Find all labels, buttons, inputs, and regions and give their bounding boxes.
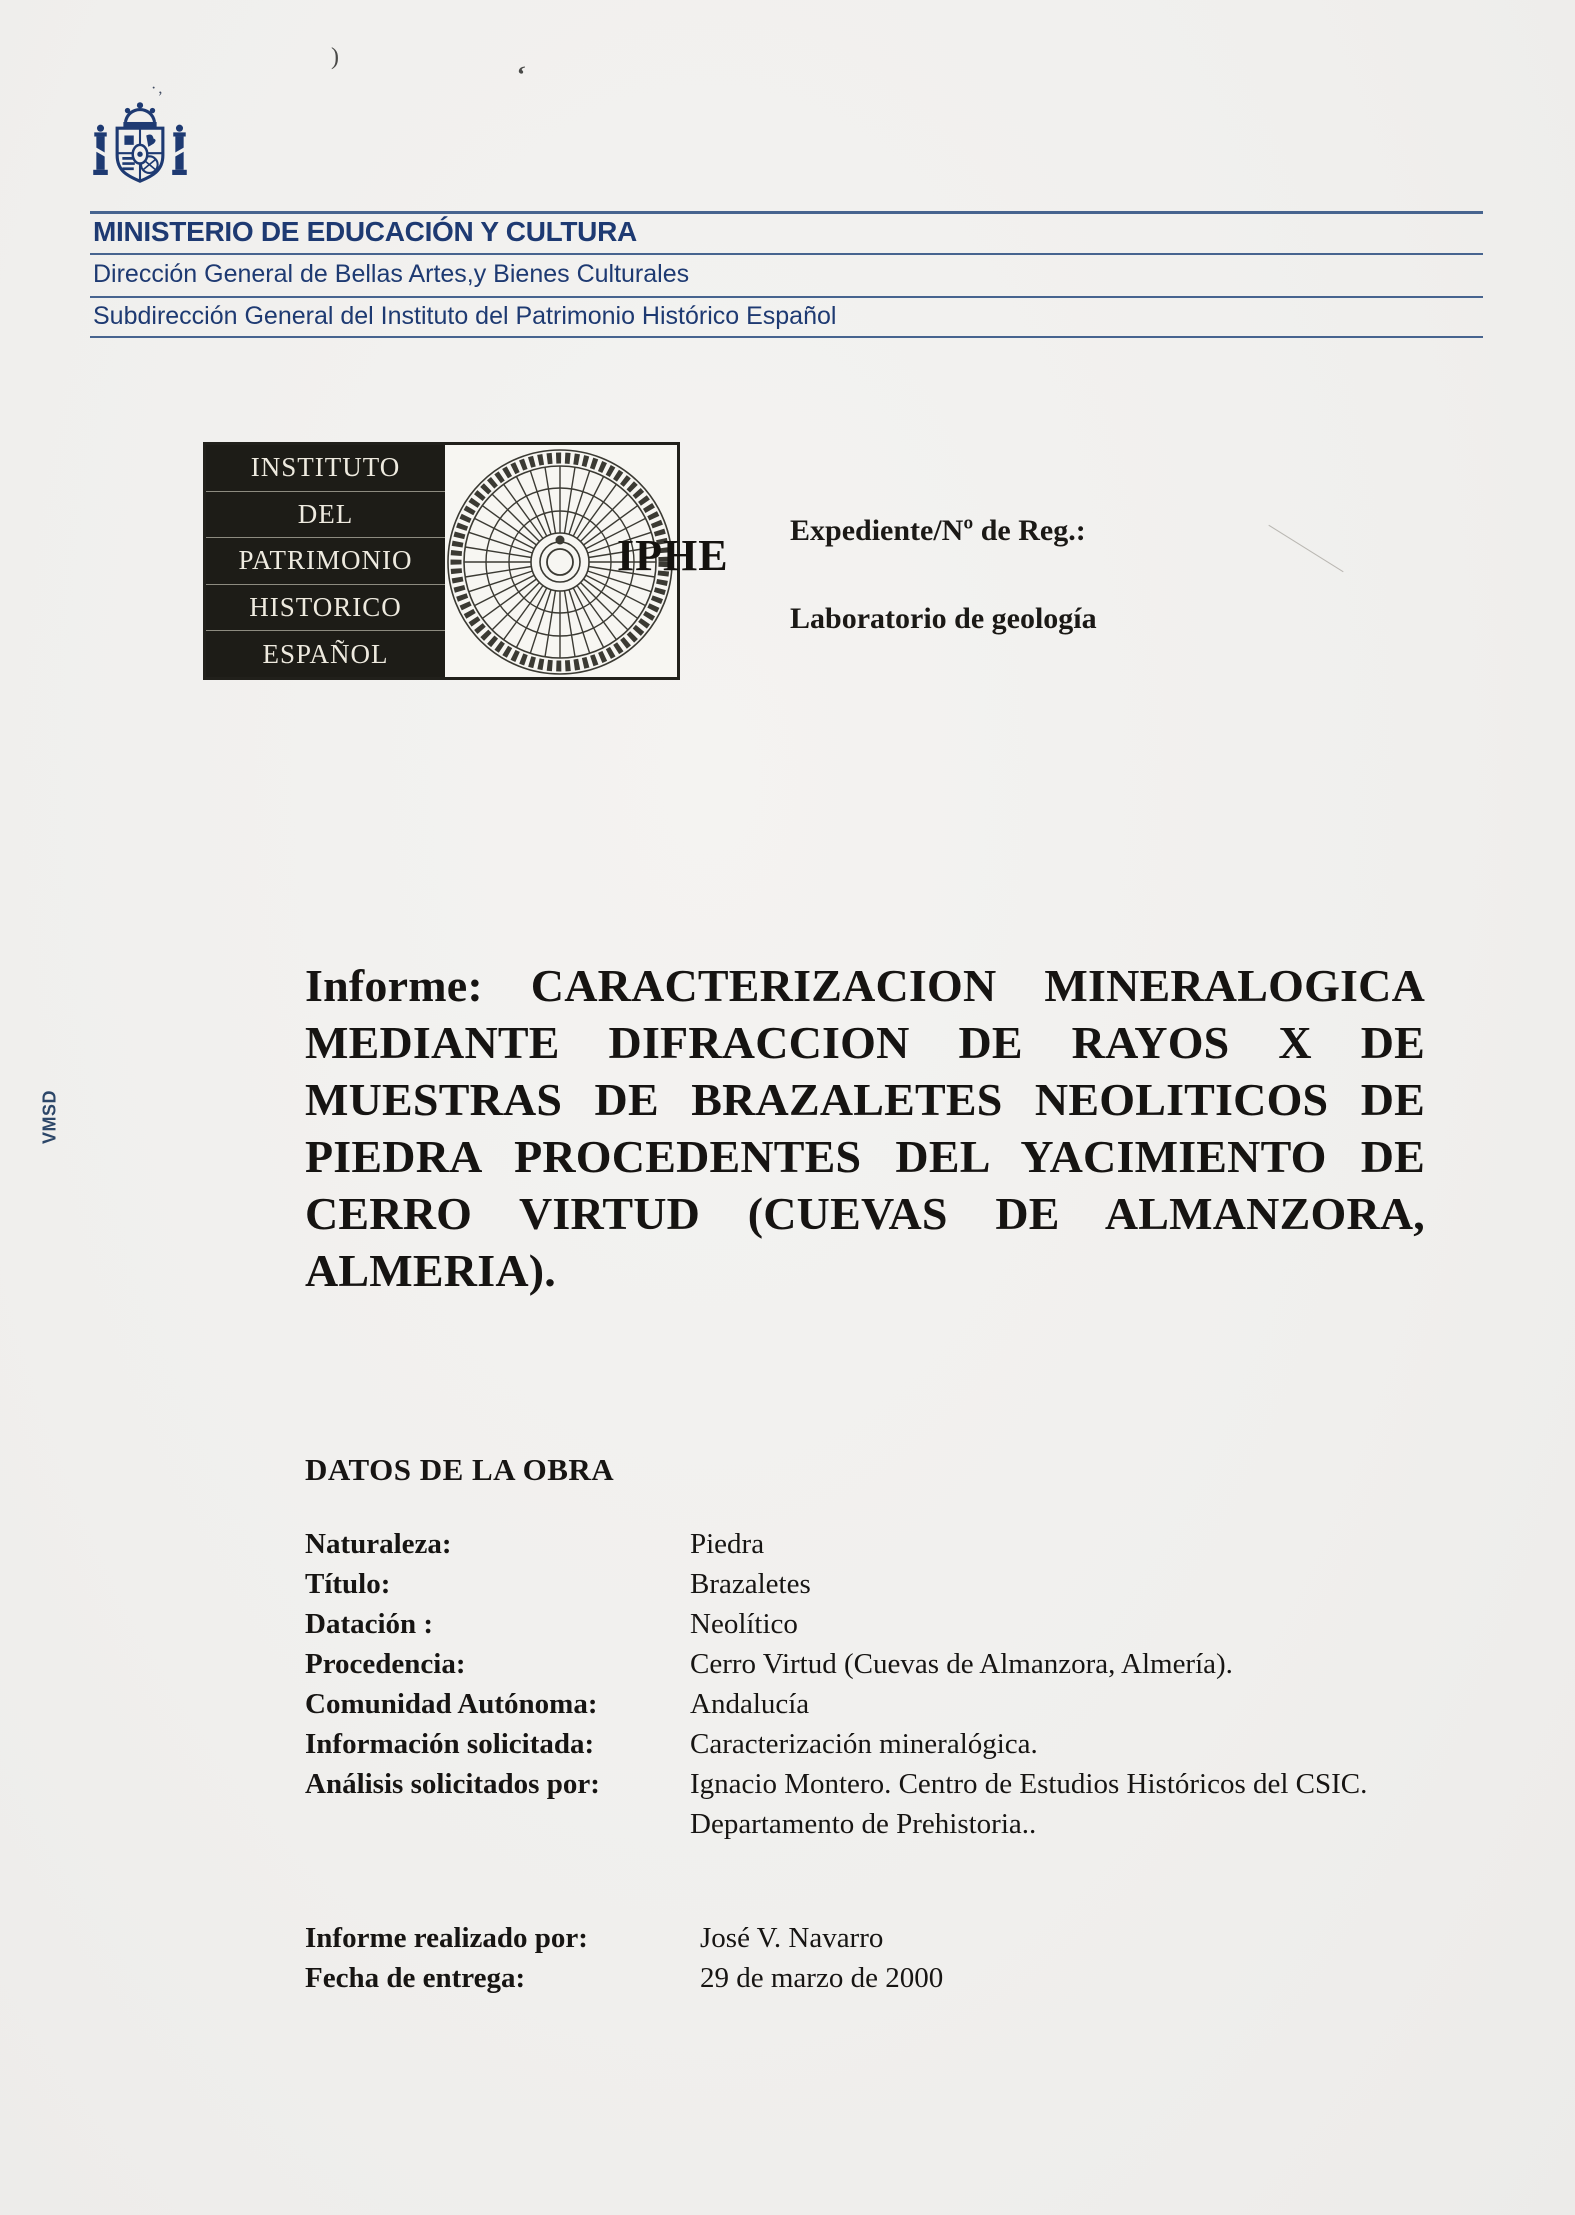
iphe-acronym: IPHE [617, 531, 729, 580]
field-value [690, 1764, 1445, 1844]
delivery-field-list [305, 1918, 1445, 1998]
field-value-line: Departamento de Prehistoria.. [690, 1808, 1037, 1840]
header-rule [90, 336, 1483, 338]
field-value: 29 de marzo de 2000 [700, 1962, 944, 1994]
report-title-line: PIEDRA PROCEDENTES DEL YACIMIENTO DE [305, 1131, 1425, 1182]
report-title [305, 957, 1425, 1299]
iphe-name-line: PATRIMONIO [206, 538, 445, 585]
header-rule [90, 296, 1483, 298]
field-label: Información solicitada: [305, 1728, 595, 1760]
field-value: Caracterización mineralógica. [690, 1728, 1038, 1760]
section-heading-datos: DATOS DE LA OBRA [305, 1452, 615, 1487]
field-label: Procedencia: [305, 1648, 466, 1680]
field-row [305, 1564, 1445, 1604]
report-title-line: Informe: CARACTERIZACION MINERALOGICA [305, 960, 1425, 1011]
field-row [305, 1918, 1445, 1958]
field-value: Cerro Virtud (Cuevas de Almanzora, Almería). [690, 1648, 1233, 1680]
expediente-label: Expediente/Nº de Reg.: [790, 514, 1086, 547]
header-rule [90, 253, 1483, 255]
field-row [305, 1644, 1445, 1684]
field-row [305, 1724, 1445, 1764]
field-row [305, 1958, 1445, 1998]
field-label: Informe realizado por: [305, 1922, 588, 1954]
iphe-name-panel [206, 445, 445, 677]
margin-code: VMSD [39, 1089, 60, 1145]
field-row [305, 1524, 1445, 1564]
field-value: José V. Navarro [700, 1922, 884, 1954]
scan-artifact: ʻ [513, 59, 528, 90]
field-value: Andalucía [690, 1688, 810, 1720]
field-value: Brazaletes [690, 1568, 811, 1600]
scan-artifact: ) [331, 44, 339, 70]
direccion-general: Dirección General de Bellas Artes,y Bienes Culturales [93, 260, 690, 288]
field-value: Piedra [690, 1528, 765, 1560]
report-title-line: MUESTRAS DE BRAZALETES NEOLITICOS DE [305, 1074, 1425, 1125]
field-label: Título: [305, 1568, 391, 1600]
field-label: Comunidad Autónoma: [305, 1688, 598, 1720]
field-row [305, 1764, 1445, 1844]
report-title-line: ALMERIA). [305, 1245, 556, 1296]
field-label: Naturaleza: [305, 1528, 452, 1560]
scan-scratch [1268, 525, 1343, 572]
datos-field-list [305, 1524, 1445, 1844]
field-label: Fecha de entrega: [305, 1962, 526, 1994]
iphe-name-line: INSTITUTO [206, 445, 445, 492]
field-value: Neolítico [690, 1608, 798, 1640]
laboratorio-label: Laboratorio de geología [790, 602, 1097, 635]
spain-coat-of-arms-icon [88, 96, 192, 207]
report-title-line: CERRO VIRTUD (CUEVAS DE ALMANZORA, [305, 1188, 1425, 1239]
scan-artifact: ·, [151, 80, 165, 97]
iphe-name-line: DEL [206, 492, 445, 539]
ministry-title: MINISTERIO DE EDUCACIÓN Y CULTURA [93, 216, 637, 247]
iphe-name-line: HISTORICO [206, 585, 445, 632]
field-row [305, 1684, 1445, 1724]
iphe-name-line: ESPAÑOL [262, 638, 389, 669]
iphe-logo-box [203, 442, 729, 680]
iphe-rosette-panel [445, 445, 729, 677]
report-title-line: MEDIANTE DIFRACCION DE RAYOS X DE [305, 1017, 1425, 1068]
field-label: Datación : [305, 1608, 434, 1640]
field-label: Análisis solicitados por: [305, 1768, 600, 1800]
header-rule [90, 211, 1483, 214]
field-value-line: Ignacio Montero. Centro de Estudios Históricos del CSIC. [690, 1768, 1368, 1800]
field-row [305, 1604, 1445, 1644]
subdireccion-general: Subdirección General del Instituto del Patrimonio Histórico Español [93, 302, 837, 330]
